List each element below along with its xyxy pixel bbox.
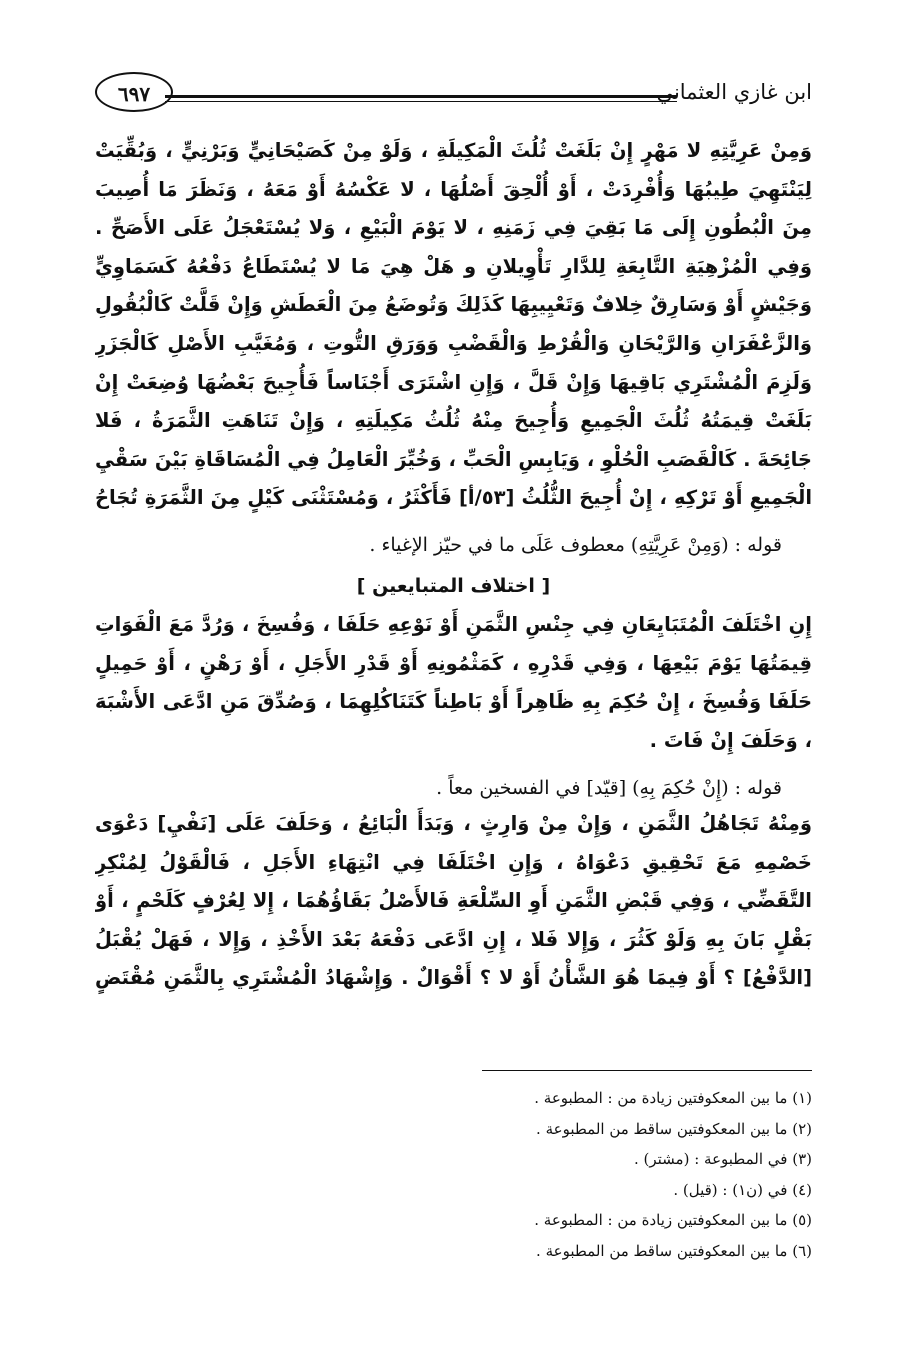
footnote-item: (٣) في المطبوعة : (مشتر) .: [633, 1150, 812, 1168]
page-header: [95, 70, 812, 120]
commentary-note-1: قوله : (وَمِنْ عَرِيَّتِهِ) معطوف عَلَى ما في حيّز الإغياء .: [369, 534, 782, 556]
matn-paragraph-3: وَمِنْهُ تَجَاهُلُ الثَّمَنِ ، وَإِنْ مِنْ وَارِثٍ ، وَبَدَأَ الْبَائِعُ ، وَحَلَفَ عَلَى [نَفْيِ] دَعْوَى خَصْمِهِ مَعَ تَحْقِيقِ دَعْوَاهُ ، وَإِنِ اخْتَلَفَا فِي انْتِهَاءِ الأَجَلِ ، فَالْقَوْلُ لِمُنْكِرِ التَّقَضِّي ، وَفِي قَبْضِ الثَّمَنِ أَوِ السِّلْعَةِ فَالأَصْلُ بَقَاؤُهُمَا ، إِلا لِعُرْفٍ كَلَحْمٍ ، أَوْ بَقْلٍ بَانَ بِهِ وَلَوْ كَثُرَ ، وَإِلا فَلا ، إِنِ ادَّعَى دَفْعَهُ بَعْدَ الأَخْذِ ، وَإِلا ، فَهَلْ يُقْبَلُ [الدَّفْعُ] ؟ أَوْ فِيمَا هُوَ الشَّأْنُ أَوْ لا ؟ أَقْوَالٌ . وَإِشْهَادُ الْمُشْتَرِي بِالثَّمَنِ مُقْتَضٍ: [95, 812, 812, 990]
commentary-note-2: قوله : (إِنْ حُكِمَ بِهِ) [قيّد] في الفسخين معاً .: [436, 777, 782, 799]
running-title: ابن غازي العثماني: [656, 80, 812, 104]
footnote-separator: [482, 1070, 812, 1071]
header-rule-thin: [165, 101, 677, 102]
main-text: [95, 132, 812, 997]
header-rule-thick: [165, 95, 677, 98]
footnotes-list: [95, 1083, 812, 1266]
section-heading: [ اختلاف المتبايعين ]: [356, 575, 551, 597]
footnote-item: (٢) ما بين المعكوفتين ساقط من المطبوعة .: [536, 1119, 812, 1138]
page-number: ٦٩٧: [95, 72, 173, 112]
matn-paragraph-2: إِنِ اخْتَلَفَ الْمُتَبَايِعَانِ فِي جِنْسِ الثَّمَنِ أَوْ نَوْعِهِ حَلَفَا ، وَفُسِخَ ، وَرُدَّ مَعَ الْفَوَاتِ قِيمَتُهَا يَوْمَ بَيْعِهَا ، وَفِي قَدْرِهِ ، كَمَثْمُونِهِ أَوْ قَدْرِ الأَجَلِ ، أَوْ رَهْنٍ ، أَوْ حَمِيلٍ حَلَفَا وَفُسِخَ ، إِنْ حُكِمَ بِهِ ظَاهِراً أَوْ بَاطِناً كَتَنَاكُلِهِمَا ، وَصُدِّقَ مَنِ ادَّعَى الأَشْبَهَ ، وَحَلَفَ إِنْ فَاتَ .: [95, 613, 812, 752]
footnote-item: (٦) ما بين المعكوفتين ساقط من المطبوعة .: [536, 1241, 812, 1260]
footnote-item: (٥) ما بين المعكوفتين زيادة من : المطبوعة .: [534, 1211, 812, 1229]
footnote-item: (٤) في (ن١) : (قيل) .: [673, 1180, 812, 1199]
matn-paragraph-1: وَمِنْ عَرِيَّتِهِ لا مَهْرٍ إِنْ بَلَغَتْ ثُلُثَ الْمَكِيلَةِ ، وَلَوْ مِنْ كَصَيْحَانِيٍّ وَبَرْنِيٍّ ، وَبُقِّيَتْ لِيَنْتَهِيَ طِيبُهَا وَأُفْرِدَتْ ، أَوْ أُلْحِقَ أَصْلُهَا ، لا عَكْسُهُ أَوْ مَعَهُ ، وَنَظَرَ مَا أُصِيبَ مِنَ الْبُطُونِ إِلَى مَا بَقِيَ فِي زَمَنِهِ ، لا يَوْمَ الْبَيْعِ ، وَلا يُسْتَعْجَلُ عَلَى الأَصَحِّ . وَفِي الْمُزْهِيَةِ التَّابِعَةِ لِلدَّارِ تَأْوِيلانِ و هَلْ هِيَ مَا لا يُسْتَطَاعُ دَفْعُهُ كَسَمَاوِيٍّ وَجَيْشٍ أَوْ وَسَارِقٌ خِلافٌ وَتَعْيِيبِهَا كَذَلِكَ وَتُوضَعُ مِنَ الْعَطَشِ وَإِنْ قَلَّتْ كَالْبُقُولِ وَالزَّعْفَرَانِ وَالرَّيْحَانِ وَالْقُرْطِ وَالْقَضْبِ وَوَرَقِ التُّوتِ ، وَمُغَيَّبِ الأَصْلِ كَالْجَزَرِ وَلَزِمَ الْمُشْتَرِي بَاقِيهَا وَإِنْ قَلَّ ، وَإِنِ اشْتَرَى أَجْنَاساً فَأُجِيحَ بَعْضُهَا وُضِعَتْ إِنْ بَلَغَتْ قِيمَتُهُ ثُلُثَ الْجَمِيعِ وَأُجِيحَ مِنْهُ ثُلُثُ مَكِيلَتِهِ ، وَإِنْ تَنَاهَتِ الثَّمَرَةُ ، فَلا جَائِحَةَ . كَالْقَصَبِ الْحُلْوِ ، وَيَابِسِ الْحَبِّ ، وَخُيِّرَ الْعَامِلُ فِي الْمُسَاقَاةِ بَيْنَ سَقْيِ الْجَمِيعِ أَوْ تَرْكِهِ ، إِنْ أُجِيحَ الثُّلُثُ [٥٣/أ] فَأَكْثَرُ ، وَمُسْتَثْنَى كَيْلٍ مِنَ الثَّمَرَةِ تُجَاحُ: [95, 139, 812, 510]
footnote-item: (١) ما بين المعكوفتين زيادة من : المطبوعة .: [534, 1089, 812, 1107]
